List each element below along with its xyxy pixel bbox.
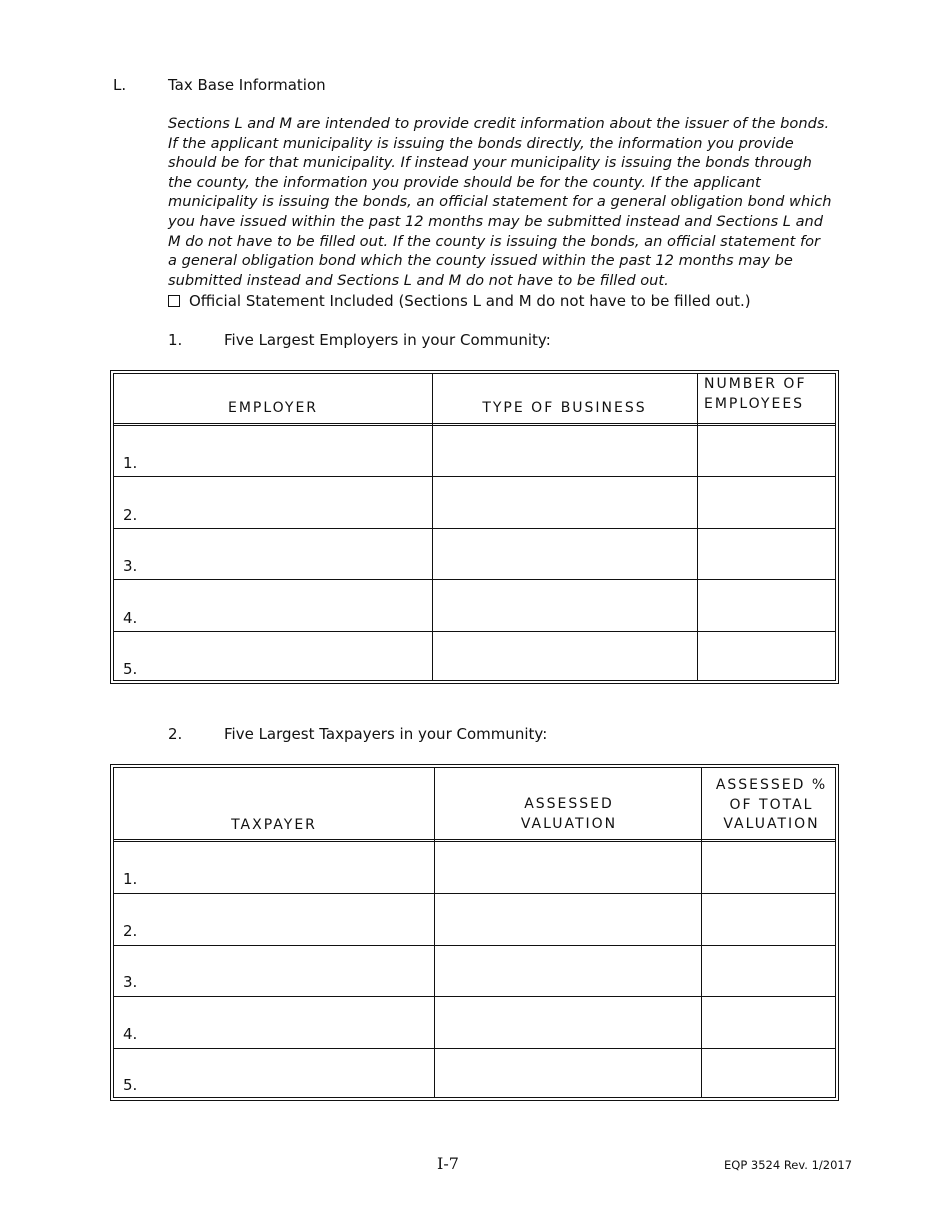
section-instructions: Sections L and M are intended to provide credit information about the issuer of the bonds. If the applicant municipality is issuing the bonds directly, the information you provide should be for that municipality. If instead your municipality is issuing the bonds through the county, the information you provide should be for the county. If the applicant municipality is issuing the bonds, an official statement for a general obligation bond which you have issued within the past 12 months may be submitted instead and Sections L and M do not have to be filled out. If the county is issuing the bonds, an official statement for a general obligation bond which the county issued within the past 12 months may be submitted instead and Sections L and M do not have to be filled out. xyxy=(168,115,832,289)
employers-table xyxy=(110,370,839,684)
taxpayer-row-5: 5. xyxy=(123,1076,138,1094)
employer-row-5: 5. xyxy=(123,660,138,678)
official-statement-label: Official Statement Included (Sections L and M do not have to be filled out.) xyxy=(189,292,751,310)
section-letter: L. xyxy=(113,76,127,94)
taxpayers-table xyxy=(110,764,839,1101)
employer-row-4: 4. xyxy=(123,609,138,627)
employer-row-2: 2. xyxy=(123,506,138,524)
taxpayers-question: Five Largest Taxpayers in your Community: xyxy=(224,725,548,743)
employer-row-3: 3. xyxy=(123,557,138,575)
employers-question: Five Largest Employers in your Community: xyxy=(224,331,551,349)
taxpayer-row-2: 2. xyxy=(123,922,138,940)
taxpayer-row-4: 4. xyxy=(123,1025,138,1043)
taxpayer-row-3: 3. xyxy=(123,973,138,991)
employers-question-number: 1. xyxy=(168,331,183,349)
assessed-percent-header: ASSESSED % OF TOTAL VALUATION xyxy=(715,777,828,832)
taxpayer-header: TAXPAYER xyxy=(231,816,317,833)
type-of-business-header: TYPE OF BUSINESS xyxy=(482,399,647,416)
number-of-employees-header: NUMBER OF EMPLOYEES xyxy=(704,376,807,412)
section-title: Tax Base Information xyxy=(168,76,326,94)
official-statement-checkbox[interactable] xyxy=(168,295,180,307)
assessed-valuation-header: ASSESSED VALUATION xyxy=(520,796,618,832)
taxpayers-question-number: 2. xyxy=(168,725,183,743)
taxpayer-row-1: 1. xyxy=(123,870,138,888)
employer-row-1: 1. xyxy=(123,454,138,472)
form-number: EQP 3524 Rev. 1/2017 xyxy=(724,1158,853,1172)
employer-header: EMPLOYER xyxy=(227,399,319,416)
page-number: I-7 xyxy=(437,1154,459,1173)
official-statement-row xyxy=(168,292,751,310)
